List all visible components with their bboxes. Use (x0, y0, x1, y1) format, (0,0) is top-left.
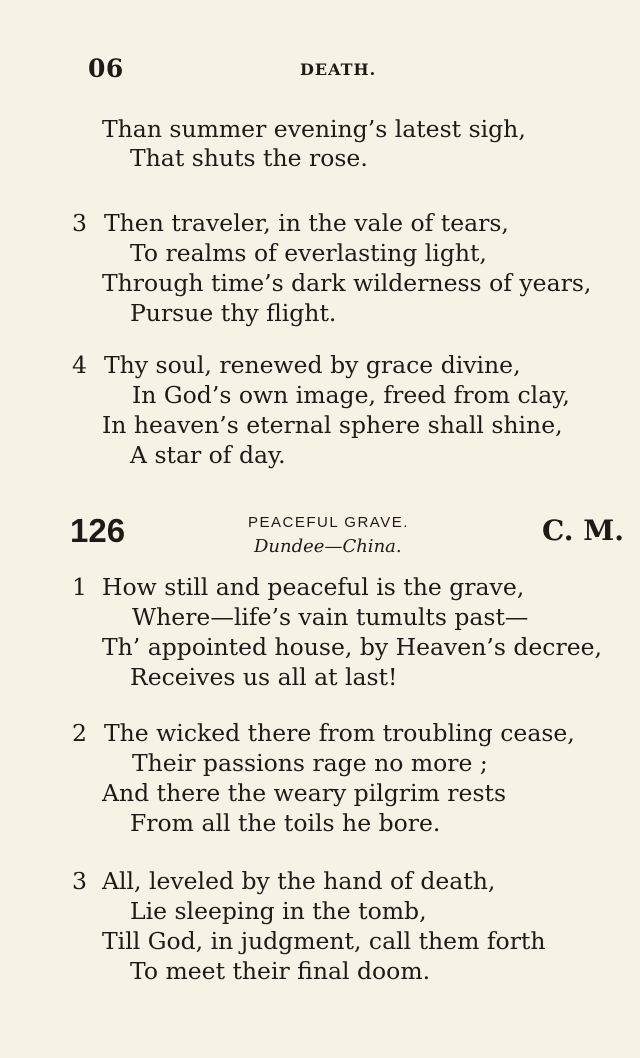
stanza-number: 3 (72, 867, 87, 895)
verse-line: Th’ appointed house, by Heaven’s decree, (102, 633, 602, 661)
verse-line: How still and peaceful is the grave, (102, 573, 525, 601)
stanza-number: 1 (72, 573, 87, 601)
verse-line: Lie sleeping in the tomb, (130, 897, 427, 925)
verse-line: In heaven’s eternal sphere shall shine, (102, 411, 563, 439)
verse-line: Till God, in judgment, call them forth (102, 927, 546, 955)
hymn-meter: C. M. (542, 514, 625, 547)
verse-line: To realms of everlasting light, (130, 239, 487, 267)
verse-line: Where—life’s vain tumults past— (132, 603, 529, 631)
hymn-number: 126 (70, 512, 126, 549)
verse-line: Thy soul, renewed by grace divine, (104, 351, 521, 379)
verse-line: That shuts the rose. (130, 144, 368, 172)
verse-line: In God’s own image, freed from clay, (132, 381, 570, 409)
verse-line: Pursue thy flight. (130, 299, 337, 327)
verse-line: From all the toils he bore. (130, 809, 441, 837)
verse-line: All, leveled by the hand of death, (102, 867, 496, 895)
verse-line: To meet their final doom. (130, 957, 431, 985)
hymn-title: PEACEFUL GRAVE. (248, 514, 409, 531)
stanza-number: 3 (72, 209, 87, 237)
stanza-number: 2 (72, 719, 87, 747)
stanza-number: 4 (72, 351, 87, 379)
verse-line: Through time’s dark wilderness of years, (102, 269, 592, 297)
page-number: 06 (88, 54, 124, 83)
verse-line: Their passions rage no more ; (132, 749, 488, 777)
verse-line: Then traveler, in the vale of tears, (104, 209, 509, 237)
verse-line: A star of day. (130, 441, 286, 469)
verse-line: Than summer evening’s latest sigh, (102, 115, 526, 143)
hymn-tune: Dundee—China. (254, 536, 402, 557)
verse-line: The wicked there from troubling cease, (104, 719, 575, 747)
verse-line: And there the weary pilgrim rests (102, 779, 507, 807)
running-head: DEATH. (300, 60, 377, 79)
verse-line: Receives us all at last! (130, 663, 398, 691)
